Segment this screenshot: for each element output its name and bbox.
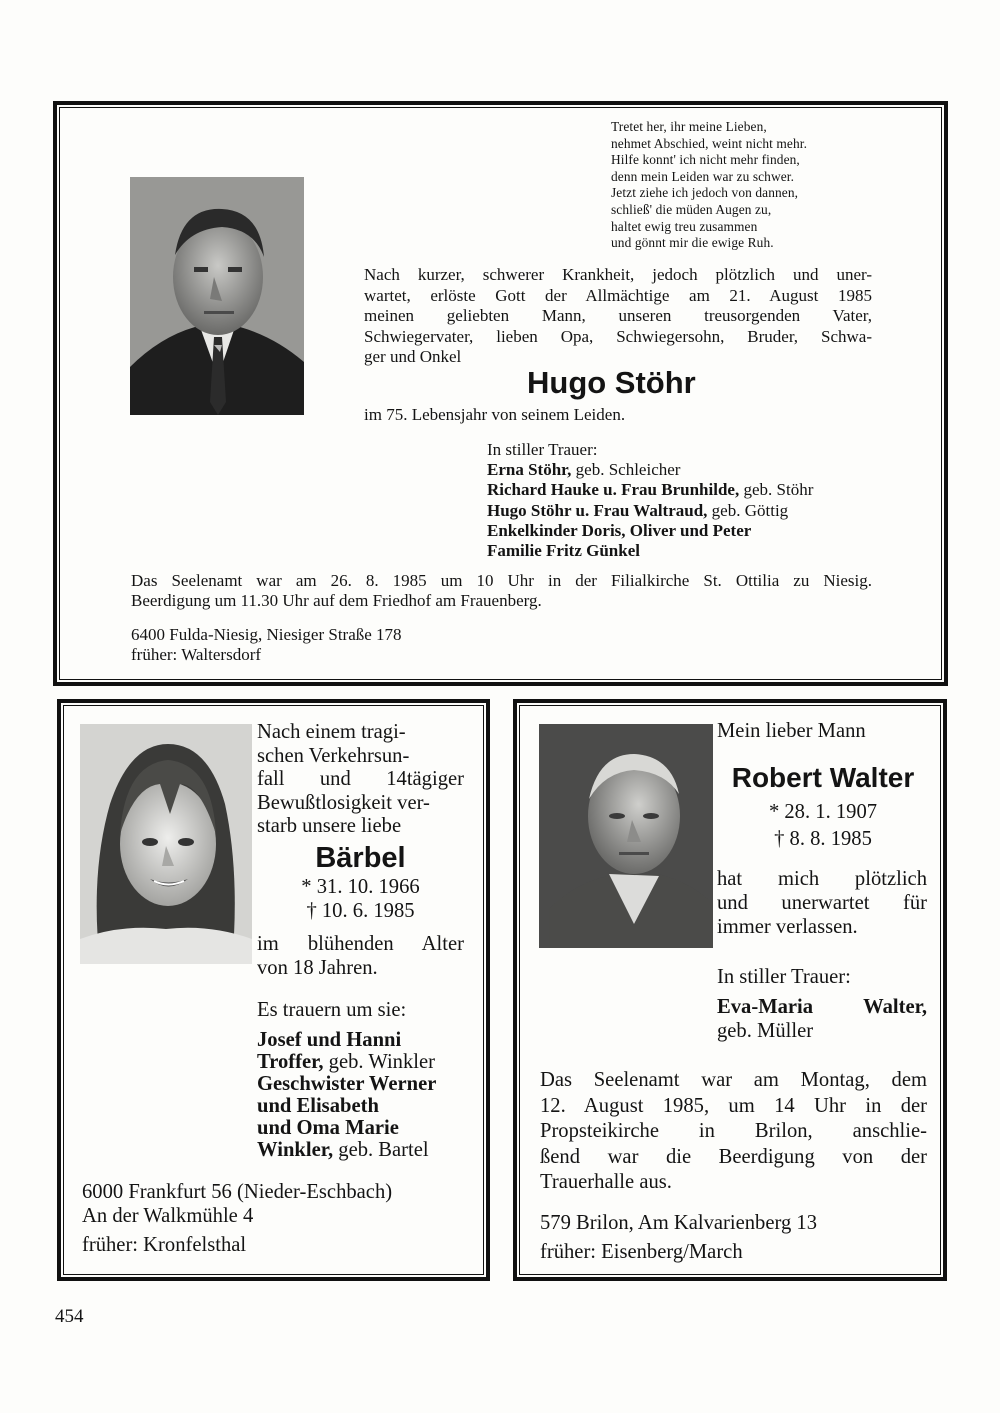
widow-maiden-name: geb. Müller [717, 1020, 814, 1042]
intro-line: Mein lieber Mann [717, 720, 866, 742]
page-number: 454 [55, 1306, 84, 1327]
formerly-line: früher: Eisenberg/March [540, 1241, 743, 1263]
address-line: An der Walkmühle 4 [82, 1204, 254, 1227]
address-line: 6400 Fulda-Niesig, Niesiger Straße 178 [131, 625, 402, 644]
man-portrait-icon [539, 724, 713, 948]
announcement-text [257, 721, 464, 839]
poem-line: Jetzt ziehe ich jedoch von dannen, [611, 185, 799, 201]
mourner-line: Josef und Hanni [257, 1029, 402, 1051]
text-line: ger und Onkel [364, 347, 462, 367]
woman-portrait-icon [80, 724, 252, 964]
text-line: Bewußtlosigkeit ver- [257, 791, 430, 814]
mourning-label: Es trauern um sie: [257, 999, 407, 1021]
mourner-line: Geschwister Werner [257, 1073, 437, 1095]
birth-date: * 28. 1. 1907 [768, 801, 878, 823]
portrait-photo-baerbel [80, 724, 252, 964]
address [82, 1181, 392, 1258]
text-line: Nach kurzer, schwerer Krankheit, jedoch plötzlich und uner- [364, 265, 872, 284]
mourner-line: Winkler, geb. Bartel [257, 1139, 429, 1161]
text-line: schen Verkehrsun- [257, 744, 410, 767]
announcement-text [364, 265, 872, 368]
deceased-name: Bärbel [315, 842, 406, 874]
address-line: 579 Brilon, Am Kalvarienberg 13 [540, 1212, 818, 1234]
mourning-label: In stiller Trauer: [717, 966, 851, 988]
mourner-line: Richard Hauke u. Frau Brunhilde, geb. Stöhr [487, 480, 814, 500]
obituary-hugo-stoehr [53, 101, 948, 686]
mourner-line: und Elisabeth [257, 1095, 379, 1117]
text-line: Das Seelenamt war am 26. 8. 1985 um 10 Uhr in der Filialkirche St. Ottilia zu Niesig. [131, 571, 872, 590]
text-line: 12. August 1985, um 14 Uhr in der [540, 1094, 927, 1117]
mourner-line: Hugo Stöhr u. Frau Waltraud, geb. Göttig [487, 500, 789, 520]
man-portrait-icon [130, 177, 304, 415]
deceased-name: Hugo Stöhr [527, 365, 696, 400]
poem-line: und gönnt mir die ewige Ruh. [611, 235, 774, 251]
obituary-baerbel [57, 699, 490, 1281]
poem-line: nehmet Abschied, weint nicht mehr. [611, 135, 808, 151]
death-date: † 8. 8. 1985 [774, 828, 872, 850]
dates [717, 799, 929, 853]
mourning-label: In stiller Trauer: [487, 440, 598, 459]
service-info [131, 571, 872, 611]
mourner-line: Troffer, geb. Winkler [257, 1051, 435, 1073]
poem-line: Tretet her, ihr meine Lieben, [611, 119, 767, 134]
text-line: starb unsere liebe [257, 815, 402, 838]
mourners-block [487, 440, 813, 561]
poem-line: haltet ewig treu zusammen [611, 218, 758, 234]
text-line: immer verlassen. [717, 916, 858, 938]
mourner-line: Familie Fritz Günkel [487, 541, 640, 561]
text-line: Das Seelenamt war am Montag, dem [540, 1069, 927, 1091]
text-line: meinen geliebten Mann, unseren treusorgenden Vater, [364, 306, 872, 326]
age-line: im 75. Lebensjahr von seinem Leiden. [364, 405, 626, 424]
text-line: Beerdigung um 11.30 Uhr auf dem Friedhof am Frauenberg. [131, 591, 542, 611]
age-text [257, 933, 464, 980]
birth-date: * 31. 10. 1966 [301, 876, 420, 898]
portrait-photo-robert [539, 724, 713, 948]
address [540, 1209, 817, 1267]
mourner-line: Enkelkinder Doris, Oliver und Peter [487, 520, 752, 540]
mourners-block [257, 999, 436, 1161]
text-line: Propsteikirche in Brilon, anschlie- [540, 1120, 927, 1143]
text-line: ßend war die Beerdigung von der [540, 1145, 927, 1168]
mourners-block [717, 965, 927, 1043]
poem-line: denn mein Leiden war zu schwer. [611, 168, 795, 184]
death-date: † 10. 6. 1985 [306, 900, 415, 922]
deceased-name: Robert Walter [731, 762, 915, 793]
obituary-robert-walter [513, 699, 947, 1281]
text-line: wartet, erlöste Gott der Allmächtige am 21. August 1985 [364, 285, 872, 305]
address [131, 625, 402, 665]
poem-line: schließ' die müden Augen zu, [611, 201, 772, 217]
text-line: fall und 14tägiger [257, 768, 464, 791]
text-line: Schwiegervater, lieben Opa, Schwiegersohn, Bruder, Schwa- [364, 326, 872, 346]
mourner-line: und Oma Marie [257, 1117, 399, 1139]
text-line: Nach einem tragi- [257, 721, 406, 743]
mourner-line: Erna Stöhr, geb. Schleicher [487, 460, 681, 480]
formerly-line: früher: Kronfelsthal [82, 1234, 247, 1257]
service-info [540, 1068, 927, 1196]
poem-line: Hilfe konnt' ich nicht mehr finden, [611, 152, 800, 168]
poem [611, 119, 807, 252]
text-line: Trauerhalle aus. [540, 1171, 672, 1194]
widow-name: Eva-Maria Walter, [717, 996, 927, 1018]
address-line: 6000 Frankfurt 56 (Nieder-Eschbach) [82, 1181, 393, 1203]
text-line: und unerwartet für [717, 892, 927, 914]
text-line: von 18 Jahren. [257, 956, 378, 979]
dates [257, 875, 464, 923]
text-line: im blühenden Alter [257, 933, 464, 955]
address-line: früher: Waltersdorf [131, 645, 262, 665]
text-line: hat mich plötzlich [717, 868, 927, 890]
portrait-photo-hugo [130, 177, 304, 415]
announcement-text [717, 867, 927, 939]
